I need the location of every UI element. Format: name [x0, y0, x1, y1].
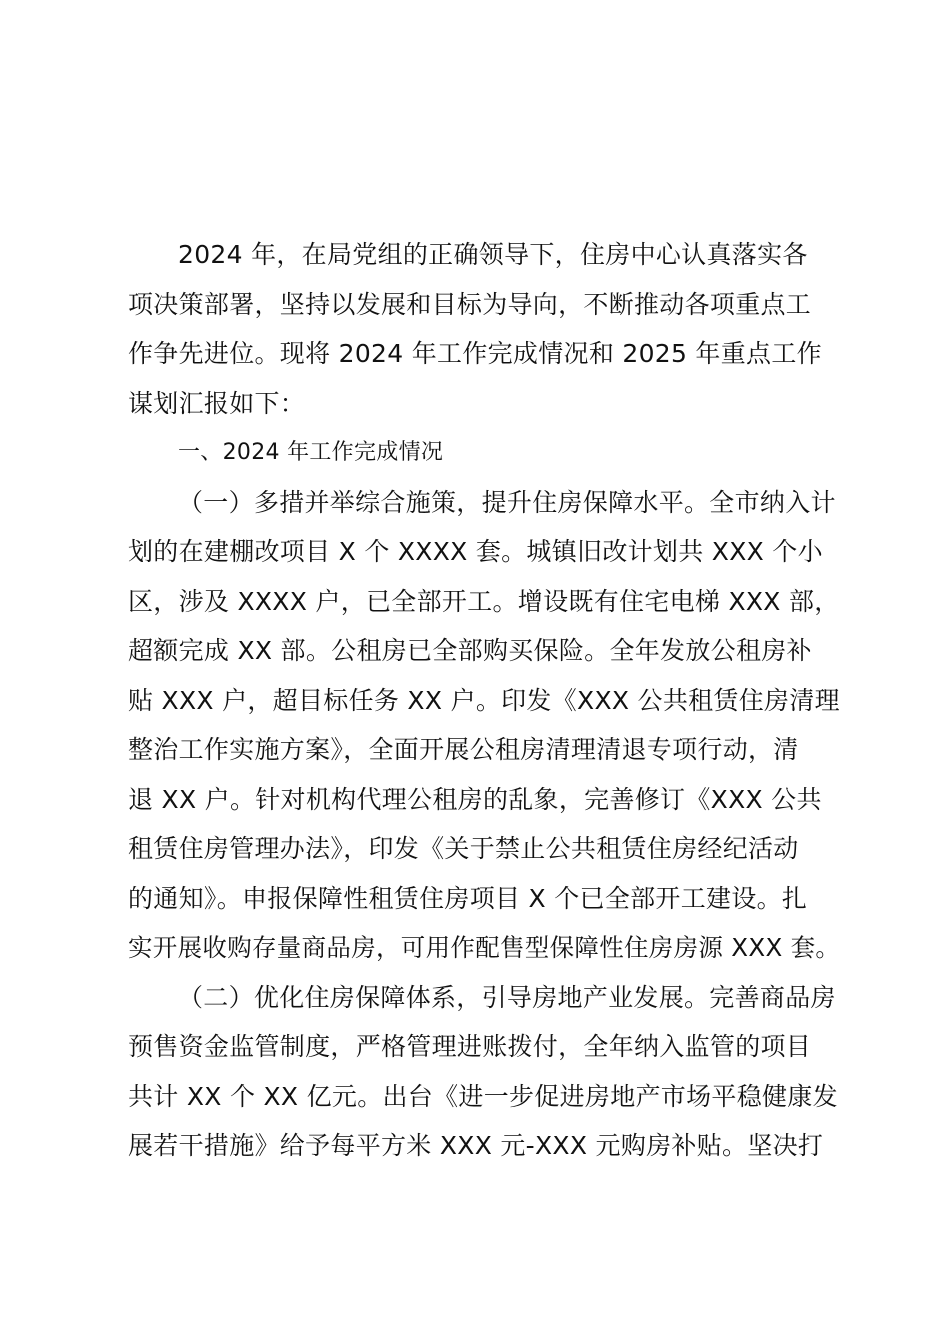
- document-body: [128, 230, 841, 1171]
- text-line: 的通知》。申报保障性租赁住房项目 X 个已全部开工建设。扎: [128, 883, 808, 913]
- text-line: 展若干措施》给予每平方米 XXX 元-XXX 元购房补贴。坚决打: [128, 1131, 824, 1160]
- paragraph-housing-security: [128, 478, 841, 973]
- text-line: 区，涉及 XXXX 户，已全部开工。增设既有住宅电梯 XXX 部，: [128, 586, 840, 616]
- text-line: 超额完成 XX 部。公租房已全部购买保险。全年发放公租房补: [128, 636, 812, 665]
- text-line: 贴 XXX 户，超目标任务 XX 户。印发《XXX 公共租赁住房清理: [128, 685, 840, 715]
- text-line: 作争先进位。现将 2024 年工作完成情况和 2025 年重点工作: [128, 339, 822, 368]
- text-line: 划的在建棚改项目 X 个 XXXX 套。城镇旧改计划共 XXX 个小: [128, 537, 823, 566]
- text-line: （二）优化住房保障体系，引导房地产业发展。完善商品房: [178, 982, 836, 1012]
- paragraph-real-estate: [128, 973, 838, 1171]
- section-heading: 一、2024 年工作完成情况: [178, 440, 444, 465]
- text-line: 共计 XX 个 XX 亿元。出台《进一步促进房地产市场平稳健康发: [128, 1081, 838, 1111]
- text-line: 退 XX 户。针对机构代理公租房的乱象，完善修订《XXX 公共: [128, 784, 822, 814]
- text-line: 整治工作实施方案》，全面开展公租房清理清退专项行动，清: [128, 735, 799, 764]
- text-line: 预售资金监管制度，严格管理进账拨付，全年纳入监管的项目: [128, 1032, 812, 1061]
- text-line: 2024 年，在局党组的正确领导下，住房中心认真落实各: [178, 240, 808, 269]
- text-line: 租赁住房管理办法》，印发《关于禁止公共租赁住房经纪活动: [128, 834, 799, 863]
- text-line: 项决策部署，坚持以发展和目标为导向，不断推动各项重点工: [128, 289, 812, 319]
- text-line: 实开展收购存量商品房，可用作配售型保障性住房房源 XXX 套。: [128, 933, 841, 962]
- intro-paragraph: [128, 230, 838, 428]
- text-line: （一）多措并举综合施策，提升住房保障水平。全市纳入计: [178, 487, 836, 517]
- text-line: 谋划汇报如下：: [128, 388, 306, 418]
